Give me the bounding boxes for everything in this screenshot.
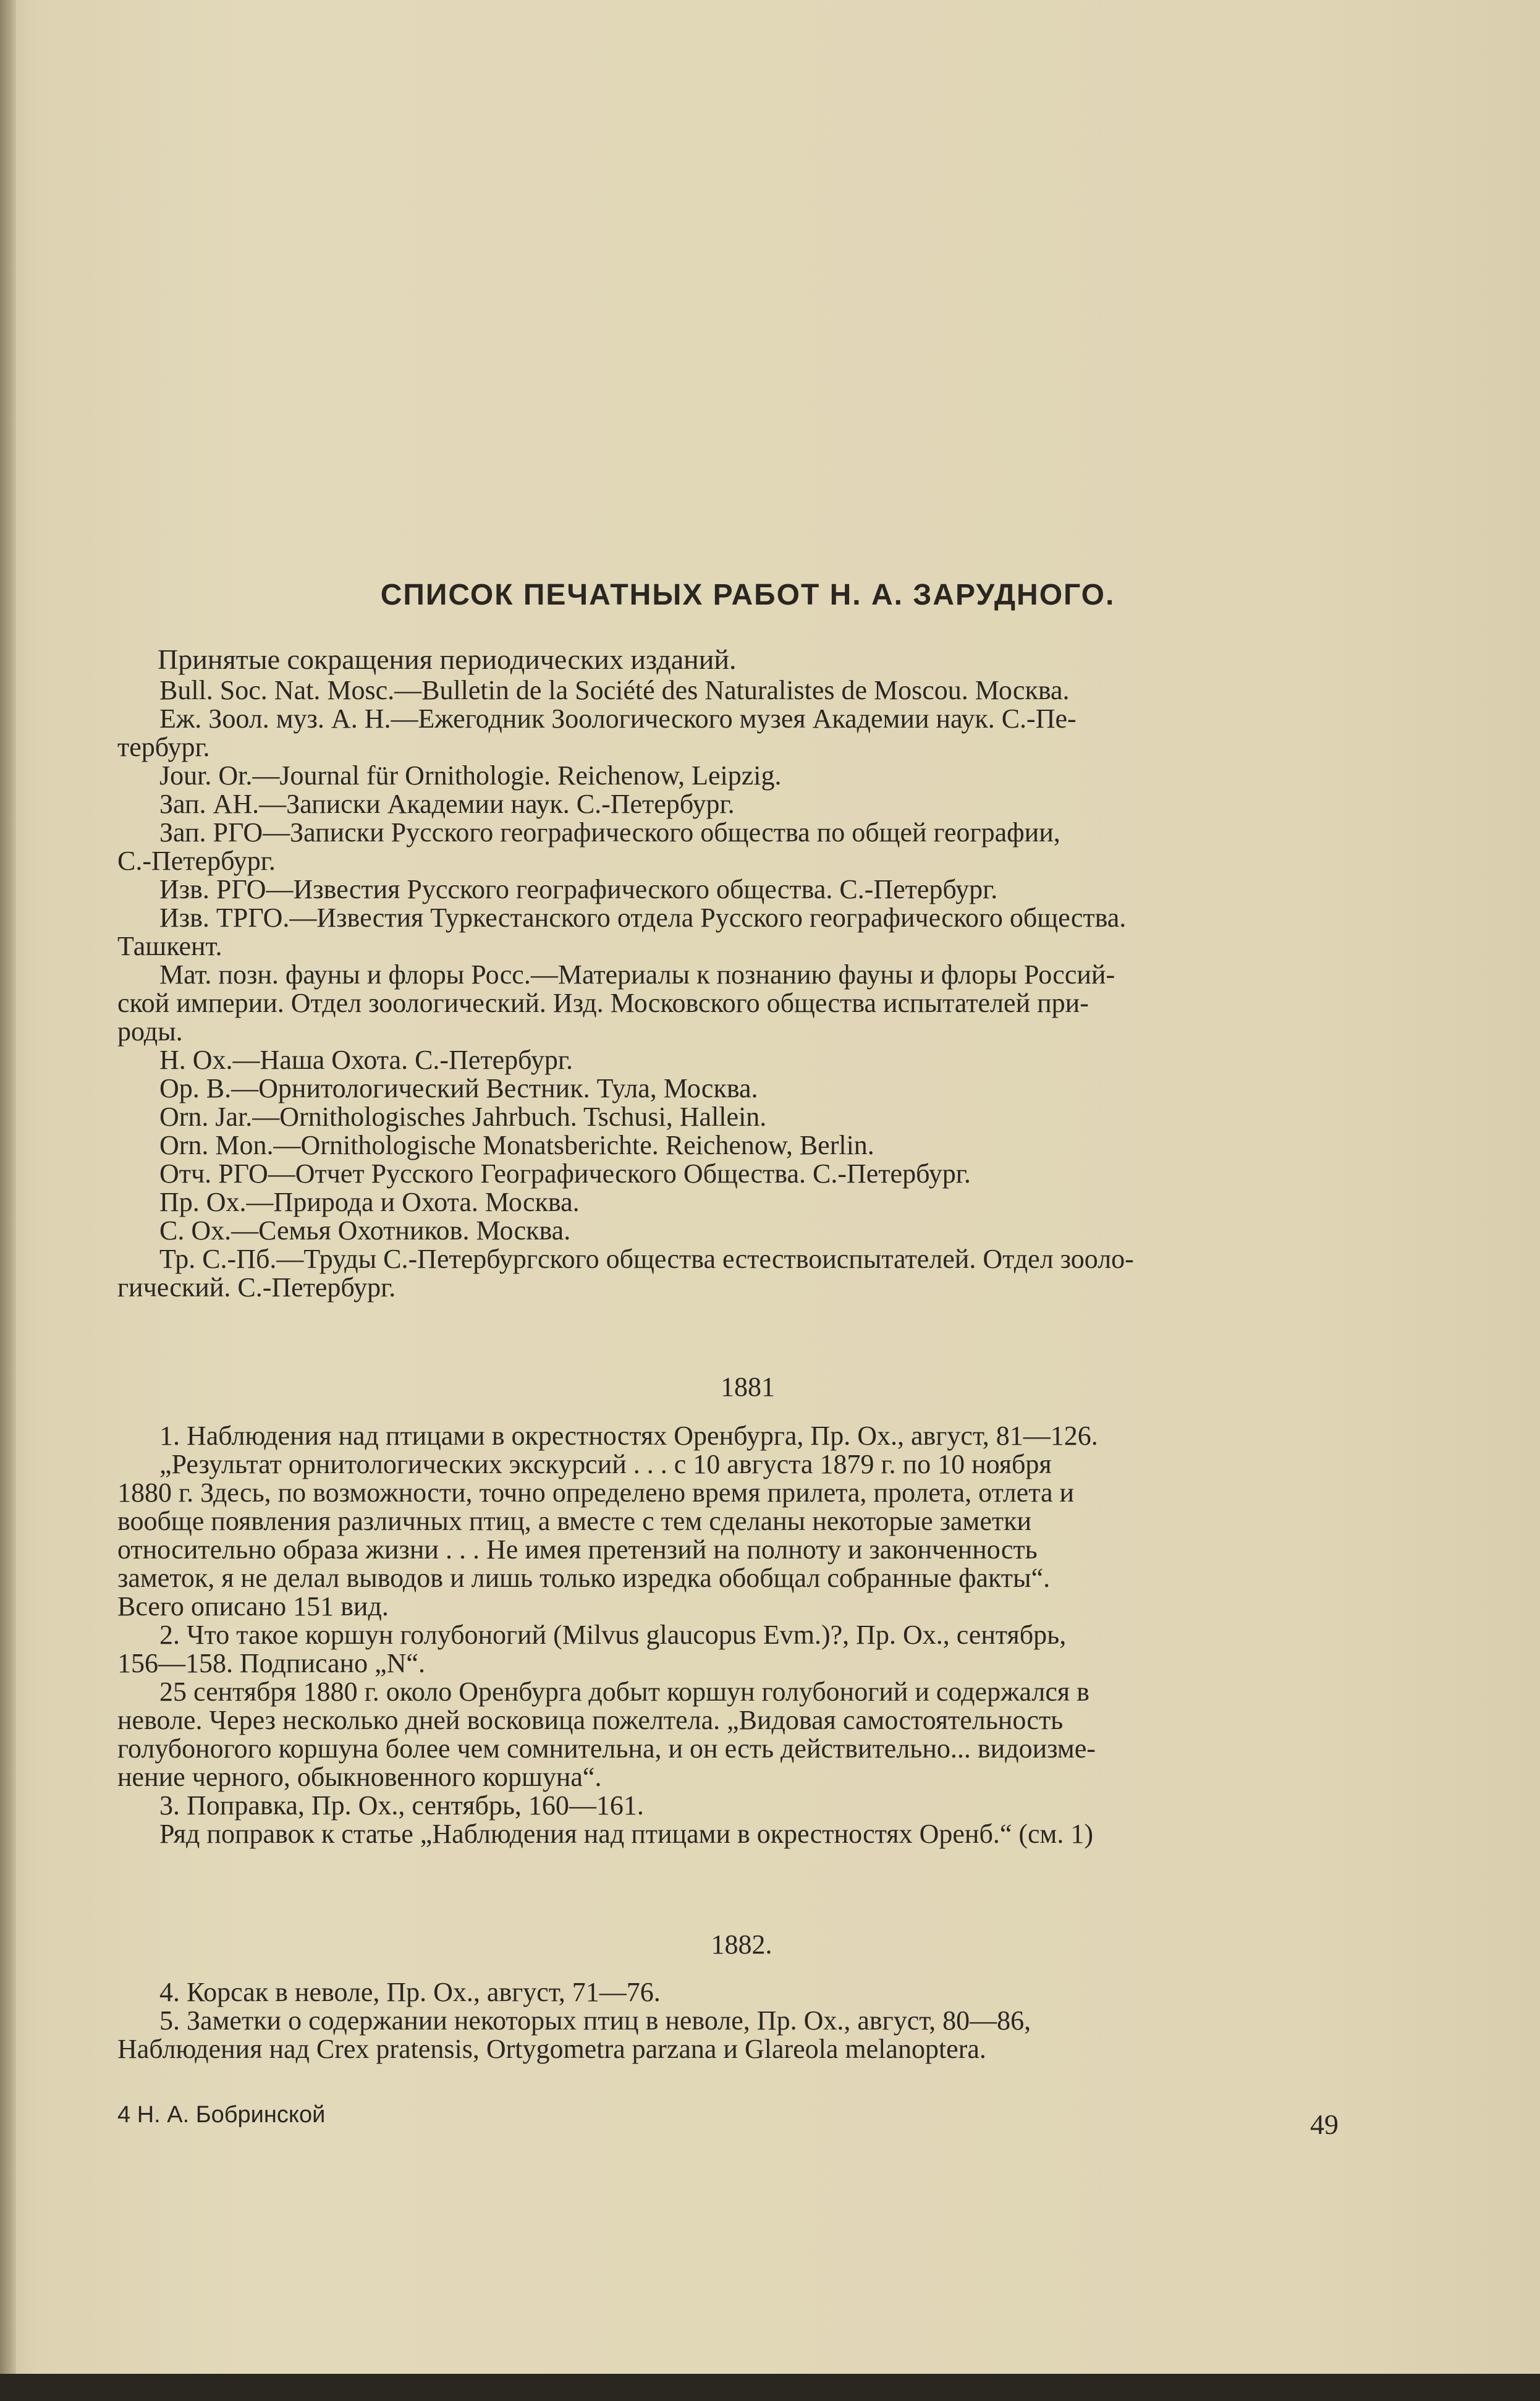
text-line: Н. Ох.—Наша Охота. С.-Петербург.	[159, 1045, 573, 1075]
text-line: заметок, я не делал выводов и лишь только изредка обобщал собранные факты“.	[117, 1563, 1051, 1593]
scan-bottom-edge	[0, 2374, 1540, 2401]
text-line: гический. С.-Петербург.	[117, 1272, 396, 1302]
year-heading-1881: 1881	[721, 1372, 775, 1402]
text-line: Bull. Soc. Nat. Mosc.—Bulletin de la Société des Naturalistes de Moscou. Москва.	[159, 675, 1070, 705]
text-line: Orn. Mon.—Ornithologische Monatsberichte. Reichenow, Berlin.	[159, 1130, 874, 1160]
text-line: Jour. Or.—Journal für Ornithologie. Reichenow, Leipzig.	[159, 760, 782, 791]
printer-signature: 4 Н. А. Бобринской	[117, 2102, 326, 2128]
text-line: относительно образа жизни . . . Не имея претензий на полноту и законченность	[117, 1534, 1038, 1565]
text-line: Изв. ТРГО.—Известия Туркестанского отдела Русского географического общества.	[159, 903, 1127, 933]
text-line: 25 сентября 1880 г. около Оренбурга добыт коршун голубоногий и содержался в	[159, 1676, 1089, 1707]
abbreviations-list	[117, 676, 1353, 1302]
text-line: Мат. позн. фауны и флоры Росс.—Материалы к познанию фауны и флоры Россий-	[159, 959, 1115, 990]
text-line: 3. Поправка, Пр. Ох., сентябрь, 160—161.	[159, 1790, 644, 1821]
text-line: вообще появления различных птиц, а вместе с тем сделаны некоторые заметки	[117, 1506, 1032, 1536]
text-line: Еж. Зоол. муз. А. Н.—Ежегодник Зоологического музея Академии наук. С.-Пе-	[159, 703, 1077, 734]
text-line: голубоногого коршуна более чем сомнительна, и он есть действительно... видоизме-	[117, 1733, 1096, 1764]
text-line: неволе. Через несколько дней восковица пожелтела. „Видовая самостоятельность	[117, 1705, 1064, 1735]
text-line: С. Ох.—Семья Охотников. Москва.	[159, 1215, 571, 1246]
abbreviations-heading: Принятые сокращения периодических изданий.	[158, 644, 737, 675]
section-1882-entries	[117, 1978, 1353, 2063]
page-number: 49	[1310, 2109, 1339, 2140]
text-line: 5. Заметки о содержании некоторых птиц в неволе, Пр. Ох., август, 80—86,	[159, 2005, 1031, 2036]
text-line: Зап. РГО—Записки Русского географического общества по общей географии,	[159, 817, 1060, 848]
text-line: 1880 г. Здесь, по возможности, точно определено время прилета, пролета, отлета и	[117, 1477, 1075, 1508]
text-line: Пр. Ох.—Природа и Охота. Москва.	[159, 1187, 580, 1217]
text-line: Ташкент.	[117, 931, 222, 961]
year-heading-1882: 1882.	[711, 1929, 772, 1960]
text-line: 4. Корсак в неволе, Пр. Ох., август, 71—76.	[159, 1977, 661, 2007]
text-line: тербург.	[117, 732, 210, 762]
text-line: роды.	[117, 1016, 183, 1047]
text-line: Orn. Jar.—Ornithologisches Jahrbuch. Tschusi, Hallein.	[159, 1102, 767, 1132]
text-line: Зап. АН.—Записки Академии наук. С.-Петербург.	[159, 789, 735, 819]
text-line: Отч. РГО—Отчет Русского Географического Общества. С.-Петербург.	[159, 1158, 971, 1189]
text-line: „Результат орнитологических экскурсий . . . с 10 августа 1879 г. по 10 ноября	[159, 1449, 1052, 1479]
text-line: Ряд поправок к статье „Наблюдения над птицами в окрестностях Оренб.“ (см. 1)	[159, 1819, 1094, 1849]
text-line: Изв. РГО—Известия Русского географического общества. С.-Петербург.	[159, 874, 998, 904]
text-line: Ор. В.—Орнитологический Вестник. Тула, Москва.	[159, 1073, 758, 1103]
text-line: 1. Наблюдения над птицами в окрестностях Оренбурга, Пр. Ох., август, 81—126.	[159, 1421, 1098, 1451]
text-line: Тр. С.-Пб.—Труды С.-Петербургского общества естествоиспытателей. Отдел зооло-	[159, 1244, 1134, 1274]
page-title: СПИСОК ПЕЧАТНЫХ РАБОТ Н. А. ЗАРУДНОГО.	[380, 579, 1115, 611]
text-line: ской империи. Отдел зоологический. Изд. Московского общества испытателей при-	[117, 988, 1089, 1018]
text-line: 156—158. Подписано „N“.	[117, 1648, 425, 1678]
section-1881-entries	[117, 1422, 1353, 1848]
text-line: Наблюдения над Crex pratensis, Ortygometra parzana и Glareola melanoptera.	[117, 2034, 986, 2064]
text-line: 2. Что такое коршун голубоногий (Milvus glaucopus Evm.)?, Пр. Ох., сентябрь,	[159, 1620, 1067, 1650]
text-line: нение черного, обыкновенного коршуна“.	[117, 1762, 602, 1792]
book-spine-shadow	[0, 0, 16, 2401]
text-line: Всего описано 151 вид.	[117, 1591, 389, 1621]
text-line: С.-Петербург.	[117, 846, 276, 876]
